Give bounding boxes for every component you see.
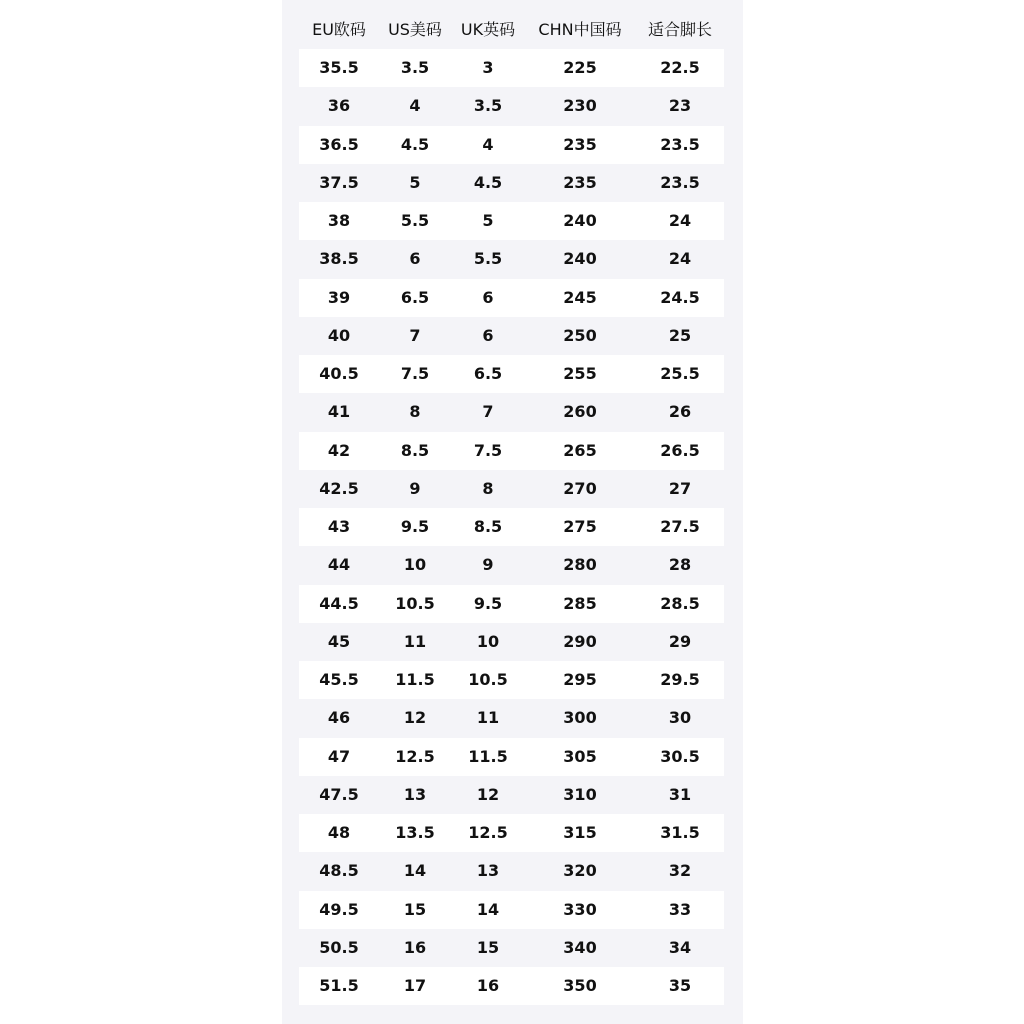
cell-uk: 6.5 bbox=[473, 364, 503, 383]
cell-us: 7.5 bbox=[400, 364, 430, 383]
cell-eu: 45.5 bbox=[319, 670, 359, 689]
table-row bbox=[299, 355, 724, 393]
cell-foot-length: 35 bbox=[668, 976, 692, 995]
cell-us: 12 bbox=[403, 708, 427, 728]
cell-uk: 6 bbox=[482, 325, 494, 345]
cell-uk: 8.5 bbox=[473, 517, 503, 536]
cell-uk: 4 bbox=[482, 134, 494, 154]
cell-us: 17 bbox=[403, 976, 427, 995]
cell-chn: 305 bbox=[563, 746, 597, 766]
table-row bbox=[299, 279, 724, 317]
cell-eu: 40 bbox=[327, 325, 351, 345]
cell-chn: 315 bbox=[563, 823, 597, 842]
cell-foot-length: 23.5 bbox=[660, 134, 700, 154]
table-row bbox=[299, 891, 724, 929]
size-chart-header bbox=[282, 10, 743, 50]
cell-chn: 340 bbox=[563, 937, 597, 957]
cell-uk: 5.5 bbox=[473, 249, 503, 269]
table-row bbox=[299, 317, 724, 355]
cell-foot-length: 30.5 bbox=[660, 746, 700, 766]
cell-foot-length: 23 bbox=[668, 96, 692, 116]
cell-eu: 44.5 bbox=[319, 593, 359, 613]
cell-eu: 47.5 bbox=[319, 784, 359, 804]
table-row bbox=[299, 585, 724, 623]
cell-uk: 10 bbox=[476, 631, 500, 651]
cell-uk: 10.5 bbox=[468, 670, 508, 689]
table-row bbox=[299, 546, 724, 584]
cell-chn: 240 bbox=[563, 211, 597, 230]
cell-foot-length: 34 bbox=[668, 937, 692, 957]
table-row bbox=[299, 508, 724, 546]
cell-uk: 12 bbox=[476, 784, 500, 804]
table-row bbox=[299, 202, 724, 240]
cell-eu: 35.5 bbox=[319, 58, 359, 77]
cell-us: 8.5 bbox=[400, 440, 430, 460]
cell-us: 12.5 bbox=[395, 746, 435, 766]
cell-foot-length: 33 bbox=[668, 899, 692, 919]
cell-uk: 12.5 bbox=[468, 823, 508, 842]
cell-uk: 7.5 bbox=[473, 440, 503, 460]
cell-eu: 39 bbox=[327, 287, 351, 307]
cell-chn: 235 bbox=[563, 172, 597, 192]
table-row bbox=[299, 661, 724, 699]
cell-eu: 50.5 bbox=[319, 937, 359, 957]
cell-uk: 11 bbox=[476, 708, 500, 728]
cell-us: 6 bbox=[409, 249, 421, 269]
cell-chn: 280 bbox=[563, 555, 597, 575]
cell-eu: 42 bbox=[327, 440, 351, 460]
cell-uk: 5 bbox=[482, 211, 494, 230]
cell-uk: 9.5 bbox=[473, 593, 503, 613]
cell-foot-length: 22.5 bbox=[660, 58, 700, 77]
cell-chn: 260 bbox=[563, 402, 597, 422]
cell-chn: 300 bbox=[563, 708, 597, 728]
cell-chn: 330 bbox=[563, 899, 597, 919]
cell-uk: 15 bbox=[476, 937, 500, 957]
cell-chn: 225 bbox=[563, 58, 597, 77]
table-row bbox=[299, 776, 724, 814]
cell-chn: 290 bbox=[563, 631, 597, 651]
cell-eu: 36 bbox=[327, 96, 351, 116]
cell-eu: 38 bbox=[327, 211, 351, 230]
cell-foot-length: 25 bbox=[668, 325, 692, 345]
cell-us: 5 bbox=[409, 172, 421, 192]
cell-eu: 44 bbox=[327, 555, 351, 575]
cell-chn: 250 bbox=[563, 325, 597, 345]
cell-foot-length: 29 bbox=[668, 631, 692, 651]
table-row bbox=[299, 240, 724, 278]
cell-chn: 265 bbox=[563, 440, 597, 460]
cell-us: 13 bbox=[403, 784, 427, 804]
cell-us: 7 bbox=[409, 325, 421, 345]
table-row bbox=[299, 164, 724, 202]
cell-uk: 6 bbox=[482, 287, 494, 307]
cell-us: 14 bbox=[403, 861, 427, 881]
cell-eu: 42.5 bbox=[319, 478, 359, 498]
table-row bbox=[299, 967, 724, 1005]
cell-us: 3.5 bbox=[400, 58, 430, 77]
cell-foot-length: 27 bbox=[668, 478, 692, 498]
cell-uk: 4.5 bbox=[473, 172, 503, 192]
table-row bbox=[299, 49, 724, 87]
cell-eu: 37.5 bbox=[319, 172, 359, 192]
header-uk: UK英码 bbox=[460, 20, 516, 39]
cell-foot-length: 27.5 bbox=[660, 517, 700, 536]
cell-uk: 11.5 bbox=[468, 746, 508, 766]
cell-foot-length: 24 bbox=[668, 211, 692, 230]
table-row bbox=[299, 126, 724, 164]
cell-chn: 320 bbox=[563, 861, 597, 881]
cell-eu: 41 bbox=[327, 402, 351, 422]
cell-chn: 275 bbox=[563, 517, 597, 536]
size-chart-panel bbox=[282, 0, 743, 1024]
table-row bbox=[299, 699, 724, 737]
cell-us: 10 bbox=[403, 555, 427, 575]
cell-us: 6.5 bbox=[400, 287, 430, 307]
header-chn: CHN中国码 bbox=[538, 20, 622, 39]
table-row bbox=[299, 87, 724, 125]
cell-eu: 49.5 bbox=[319, 899, 359, 919]
cell-foot-length: 30 bbox=[668, 708, 692, 728]
table-row bbox=[299, 393, 724, 431]
cell-chn: 285 bbox=[563, 593, 597, 613]
cell-uk: 3.5 bbox=[473, 96, 503, 116]
cell-uk: 8 bbox=[482, 478, 494, 498]
cell-eu: 51.5 bbox=[319, 976, 359, 995]
cell-chn: 270 bbox=[563, 478, 597, 498]
cell-us: 11.5 bbox=[395, 670, 435, 689]
cell-us: 15 bbox=[403, 899, 427, 919]
cell-uk: 7 bbox=[482, 402, 494, 422]
cell-eu: 48.5 bbox=[319, 861, 359, 881]
cell-us: 10.5 bbox=[395, 593, 435, 613]
table-row bbox=[299, 432, 724, 470]
cell-eu: 40.5 bbox=[319, 364, 359, 383]
cell-foot-length: 32 bbox=[668, 861, 692, 881]
cell-us: 9.5 bbox=[400, 517, 430, 536]
cell-chn: 310 bbox=[563, 784, 597, 804]
cell-uk: 13 bbox=[476, 861, 500, 881]
cell-eu: 46 bbox=[327, 708, 351, 728]
cell-chn: 295 bbox=[563, 670, 597, 689]
cell-foot-length: 24 bbox=[668, 249, 692, 269]
cell-uk: 9 bbox=[482, 555, 494, 575]
cell-us: 11 bbox=[403, 631, 427, 651]
cell-chn: 240 bbox=[563, 249, 597, 269]
cell-us: 9 bbox=[409, 478, 421, 498]
cell-eu: 47 bbox=[327, 746, 351, 766]
cell-us: 4 bbox=[409, 96, 421, 116]
cell-us: 4.5 bbox=[400, 134, 430, 154]
cell-foot-length: 31.5 bbox=[660, 823, 700, 842]
cell-foot-length: 28.5 bbox=[660, 593, 700, 613]
cell-foot-length: 26.5 bbox=[660, 440, 700, 460]
cell-foot-length: 28 bbox=[668, 555, 692, 575]
cell-chn: 245 bbox=[563, 287, 597, 307]
cell-eu: 43 bbox=[327, 517, 351, 536]
cell-chn: 230 bbox=[563, 96, 597, 116]
table-row bbox=[299, 814, 724, 852]
cell-foot-length: 24.5 bbox=[660, 287, 700, 307]
cell-eu: 38.5 bbox=[319, 249, 359, 269]
cell-chn: 255 bbox=[563, 364, 597, 383]
table-row bbox=[299, 470, 724, 508]
cell-foot-length: 29.5 bbox=[660, 670, 700, 689]
table-row bbox=[299, 623, 724, 661]
size-chart-rows bbox=[299, 49, 724, 1005]
cell-us: 13.5 bbox=[395, 823, 435, 842]
cell-foot-length: 31 bbox=[668, 784, 692, 804]
header-foot-length: 适合脚长 bbox=[647, 20, 712, 39]
cell-foot-length: 23.5 bbox=[660, 172, 700, 192]
cell-uk: 16 bbox=[476, 976, 500, 995]
cell-eu: 45 bbox=[327, 631, 351, 651]
table-row bbox=[299, 852, 724, 890]
cell-us: 8 bbox=[409, 402, 421, 422]
header-eu: EU欧码 bbox=[312, 20, 366, 39]
header-us: US美码 bbox=[388, 20, 442, 39]
table-row bbox=[299, 929, 724, 967]
cell-us: 5.5 bbox=[400, 211, 430, 230]
cell-chn: 350 bbox=[563, 976, 597, 995]
cell-foot-length: 25.5 bbox=[660, 364, 700, 383]
cell-eu: 48 bbox=[327, 823, 351, 842]
cell-us: 16 bbox=[403, 937, 427, 957]
cell-eu: 36.5 bbox=[319, 134, 359, 154]
table-row bbox=[299, 738, 724, 776]
cell-chn: 235 bbox=[563, 134, 597, 154]
cell-uk: 14 bbox=[476, 899, 500, 919]
cell-foot-length: 26 bbox=[668, 402, 692, 422]
cell-uk: 3 bbox=[482, 58, 494, 77]
